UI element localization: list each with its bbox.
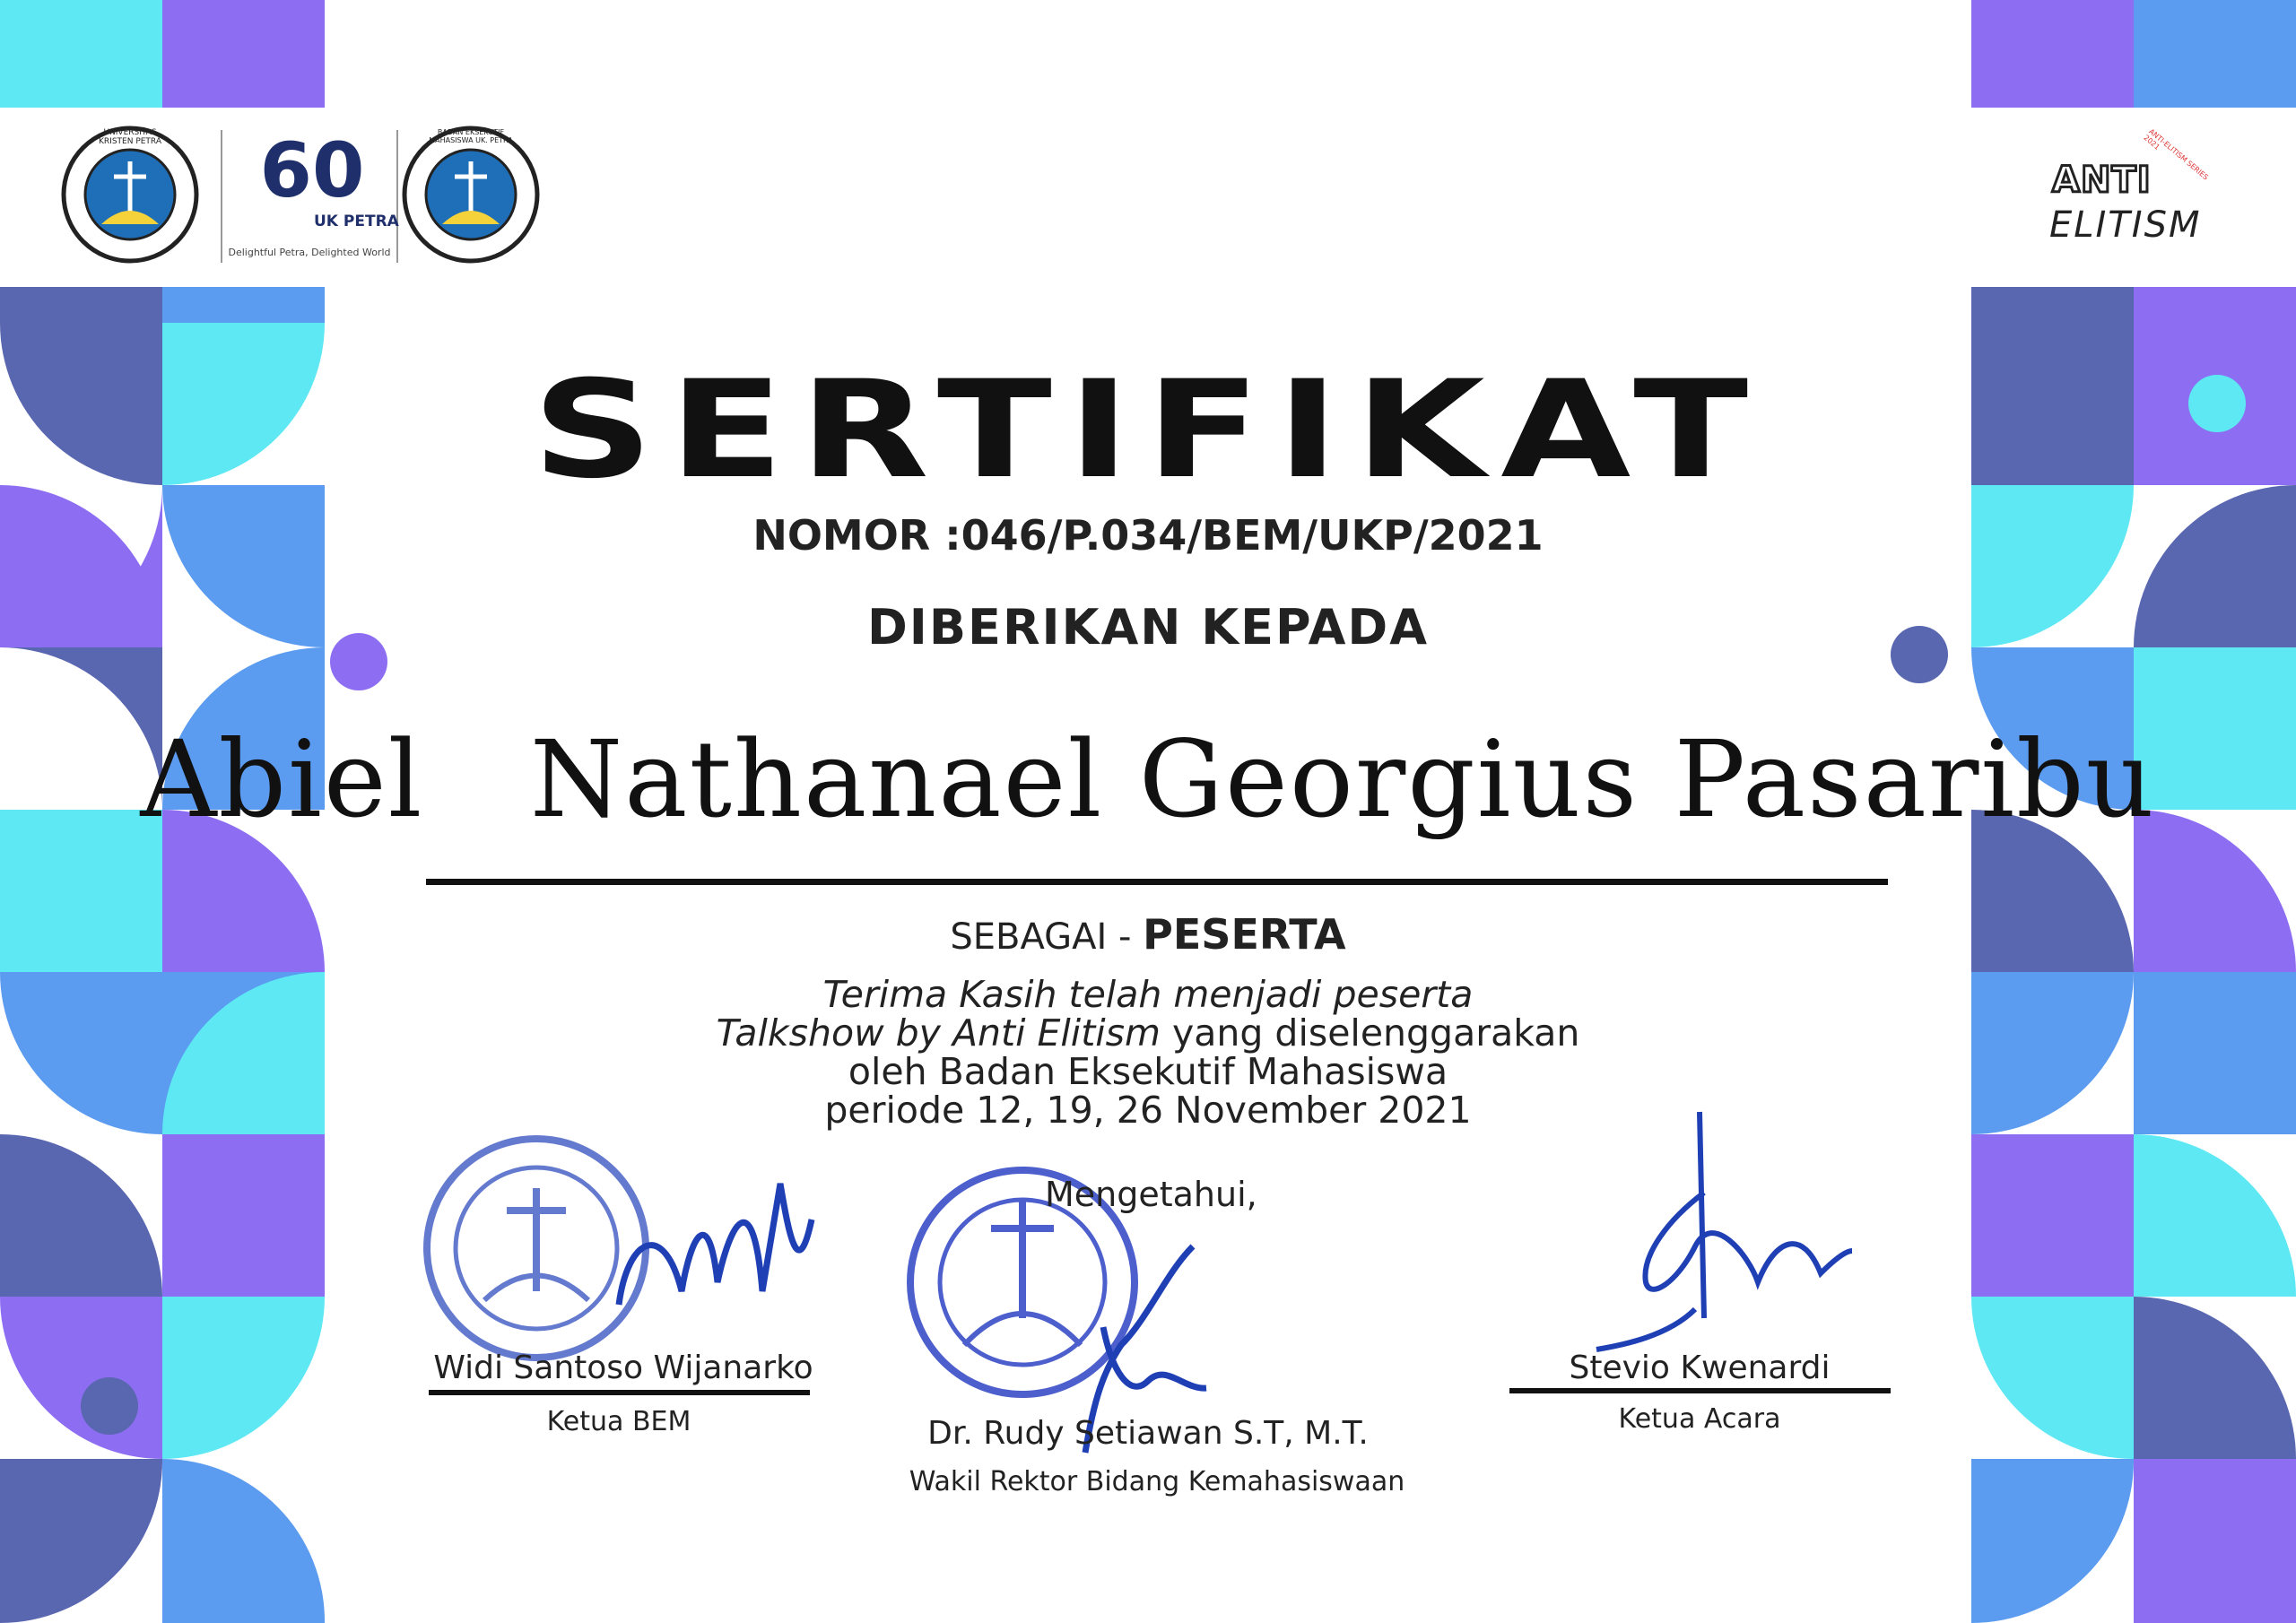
certificate-title: SERTIFIKAT [532,352,1764,508]
signatory-center-name: Dr. Rudy Setiawan S.T, M.T. [927,1415,1369,1452]
sixty-tagline: Delightful Petra, Delighted World [228,247,391,258]
thanks-line-2-event: Talkshow by Anti Elitism [716,1011,1161,1055]
anti-elitism-logo [2036,126,2242,260]
thanks-line-1: Terima Kasih telah menjadi peserta [822,973,1474,1016]
thanks-message [0,973,2296,1132]
name-underline [426,879,1888,885]
certificate-number-prefix: NOMOR : [752,511,961,560]
anti-logo-text: ANTI [2052,160,2152,201]
mengetahui-label: Mengetahui, [1045,1175,1257,1214]
signatory-right-name: Stevio Kwenardi [1569,1350,1831,1386]
certificate-number-value: 046/P.034/BEM/UKP/2021 [961,511,1544,560]
thanks-line-4: periode 12, 19, 26 November 2021 [824,1089,1472,1132]
elitism-logo-text: ELITISM [2049,204,2202,246]
role-line [0,910,2296,959]
role-label: SEBAGAI - [950,916,1132,958]
sixty-anniversary-number: 60 [259,126,365,214]
recipient-name [0,717,2296,841]
bem-seal-text: BADAN EKSEKUTIF MAHASISWA UK. PETRA [429,128,513,144]
certificate-number [0,511,2296,560]
signatory-left-position: Ketua BEM [546,1406,691,1437]
ukp-seal-text: UNIVERSITAS KRISTEN PETRA [99,128,161,146]
role-value: PESERTA [1143,910,1346,959]
partner-logos [58,112,561,278]
anti-series-text: ANTI-ELITISM SERIES 2021 [2142,127,2210,182]
thanks-line-2-rest: yang diselenggarakan [1160,1011,1580,1055]
signatory-right-position: Ketua Acara [1618,1403,1781,1435]
signatory-left-line [429,1390,810,1395]
signatory-right-line [1509,1388,1891,1393]
signatory-left-name: Widi Santoso Wijanarko [433,1350,813,1386]
thanks-line-3: oleh Badan Eksekutif Mahasiswa [848,1050,1448,1093]
recipient-name-text: Abiel Nathanael Georgius Pasaribu [140,717,2156,841]
signatory-center-position: Wakil Rektor Bidang Kemahasiswaan [909,1466,1405,1497]
sixty-label: UK PETRA [314,213,399,230]
given-to-label: DIBERIKAN KEPADA [866,599,1430,655]
